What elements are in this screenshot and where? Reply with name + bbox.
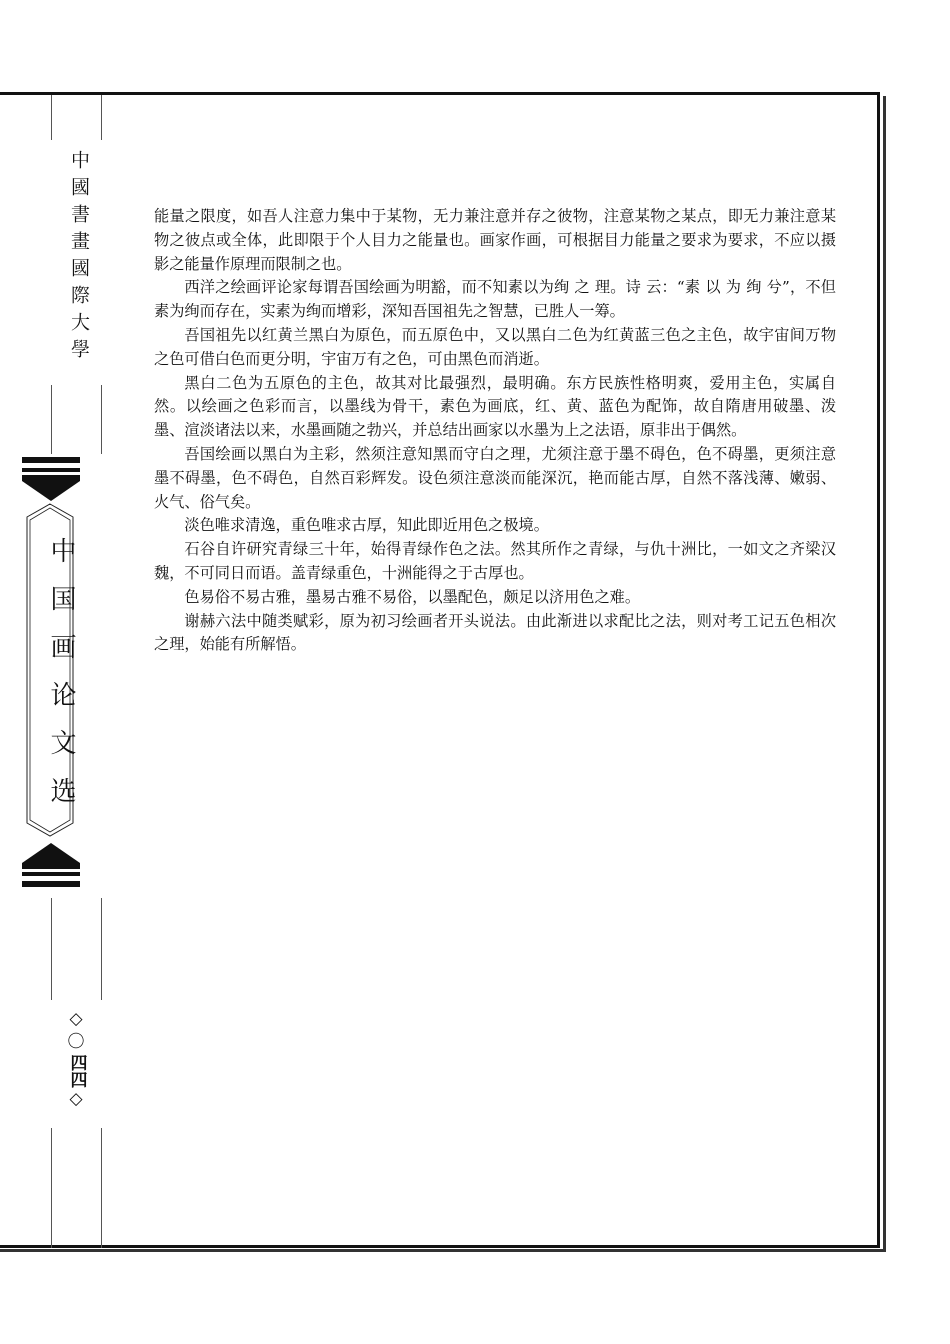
- page-number-zero: 〇: [67, 1032, 85, 1052]
- paragraph: 谢赫六法中随类赋彩，原为初习绘画者开头说法。由此渐进以求配比之法，则对考工记五色相次之理，始能有所解悟。: [154, 611, 836, 654]
- paragraph: 能量之限度，如吾人注意力集中于某物，无力兼注意并存之彼物，注意某物之某点，即无力兼注意某物之彼点或全体，此即限于个人目力之能量也。画家作画，可根据目力能量之要求为要求，不应以摄影之能量作原理而限制之也。: [154, 207, 836, 273]
- book-title: 中国画论文选: [46, 537, 76, 825]
- paragraph: 西洋之绘画评论家每谓吾国绘画为明豁，而不知素以为绚 之 理。诗 云：“素 以 为 绚 兮”，不但素为绚而存在，实素为绚而增彩，深知吾国祖先之智慧，已胜人一筹。: [154, 278, 836, 321]
- paragraph: 石谷自许研究青绿三十年，始得青绿作色之法。然其所作之青绿，与仇十洲比，一如文之齐梁汉魏，不可同日而语。盖青绿重色，十洲能得之于古厚也。: [154, 540, 836, 582]
- paragraph: 黑白二色为五原色的主色，故其对比最强烈，最明确。东方民族性格明爽，爱用主色，实属自然。以绘画之色彩而言，以墨线为骨干，素色为画底，红、黄、蓝色为配饰，故自隋唐用破墨、泼墨、渲淡诸法以来，水墨画随之勃兴，并总结出画家以水墨为上之法语，原非出于偶然。: [154, 373, 836, 440]
- university-name: 中國書畫國際大學: [68, 150, 90, 366]
- page-number-digits: 四四: [66, 1054, 87, 1088]
- title-bar-top-thick: [22, 457, 80, 463]
- body-text: [154, 205, 836, 657]
- title-bar-bottom-thick: [22, 881, 80, 887]
- title-bar-top-thin: [22, 468, 80, 472]
- paragraph: 吾国绘画以黑白为主彩，然须注意知黑而守白之理，尤须注意于墨不碍色，色不碍墨，更须注意墨不碍墨，色不碍色，自然百彩辉发。设色须注意淡而能深沉，艳而能古厚，自然不落浅薄、嫩弱、火气、俗气矣。: [154, 444, 836, 511]
- diamond-icon: ◇: [69, 1009, 83, 1029]
- book-title-block: [22, 457, 80, 887]
- title-bar-bottom-thin: [22, 872, 80, 876]
- paragraph: 色易俗不易古雅，墨易古雅不易俗，以墨配色，颇足以济用色之难。: [184, 587, 641, 606]
- paragraph: 吾国祖先以红黄兰黑白为原色，而五原色中，又以黑白二色为红黄蓝三色之主色，故宇宙间万物之色可借白色而更分明，宇宙万有之色，可由黑色而消逝。: [154, 325, 836, 368]
- diamond-icon: ◇: [69, 1089, 83, 1109]
- title-cap-top-ornament: [22, 475, 80, 501]
- title-cap-bottom-ornament: [22, 843, 80, 869]
- page-number: [60, 1008, 92, 1111]
- paragraph: 淡色唯求清逸，重色唯求古厚，知此即近用色之极境。: [184, 516, 549, 535]
